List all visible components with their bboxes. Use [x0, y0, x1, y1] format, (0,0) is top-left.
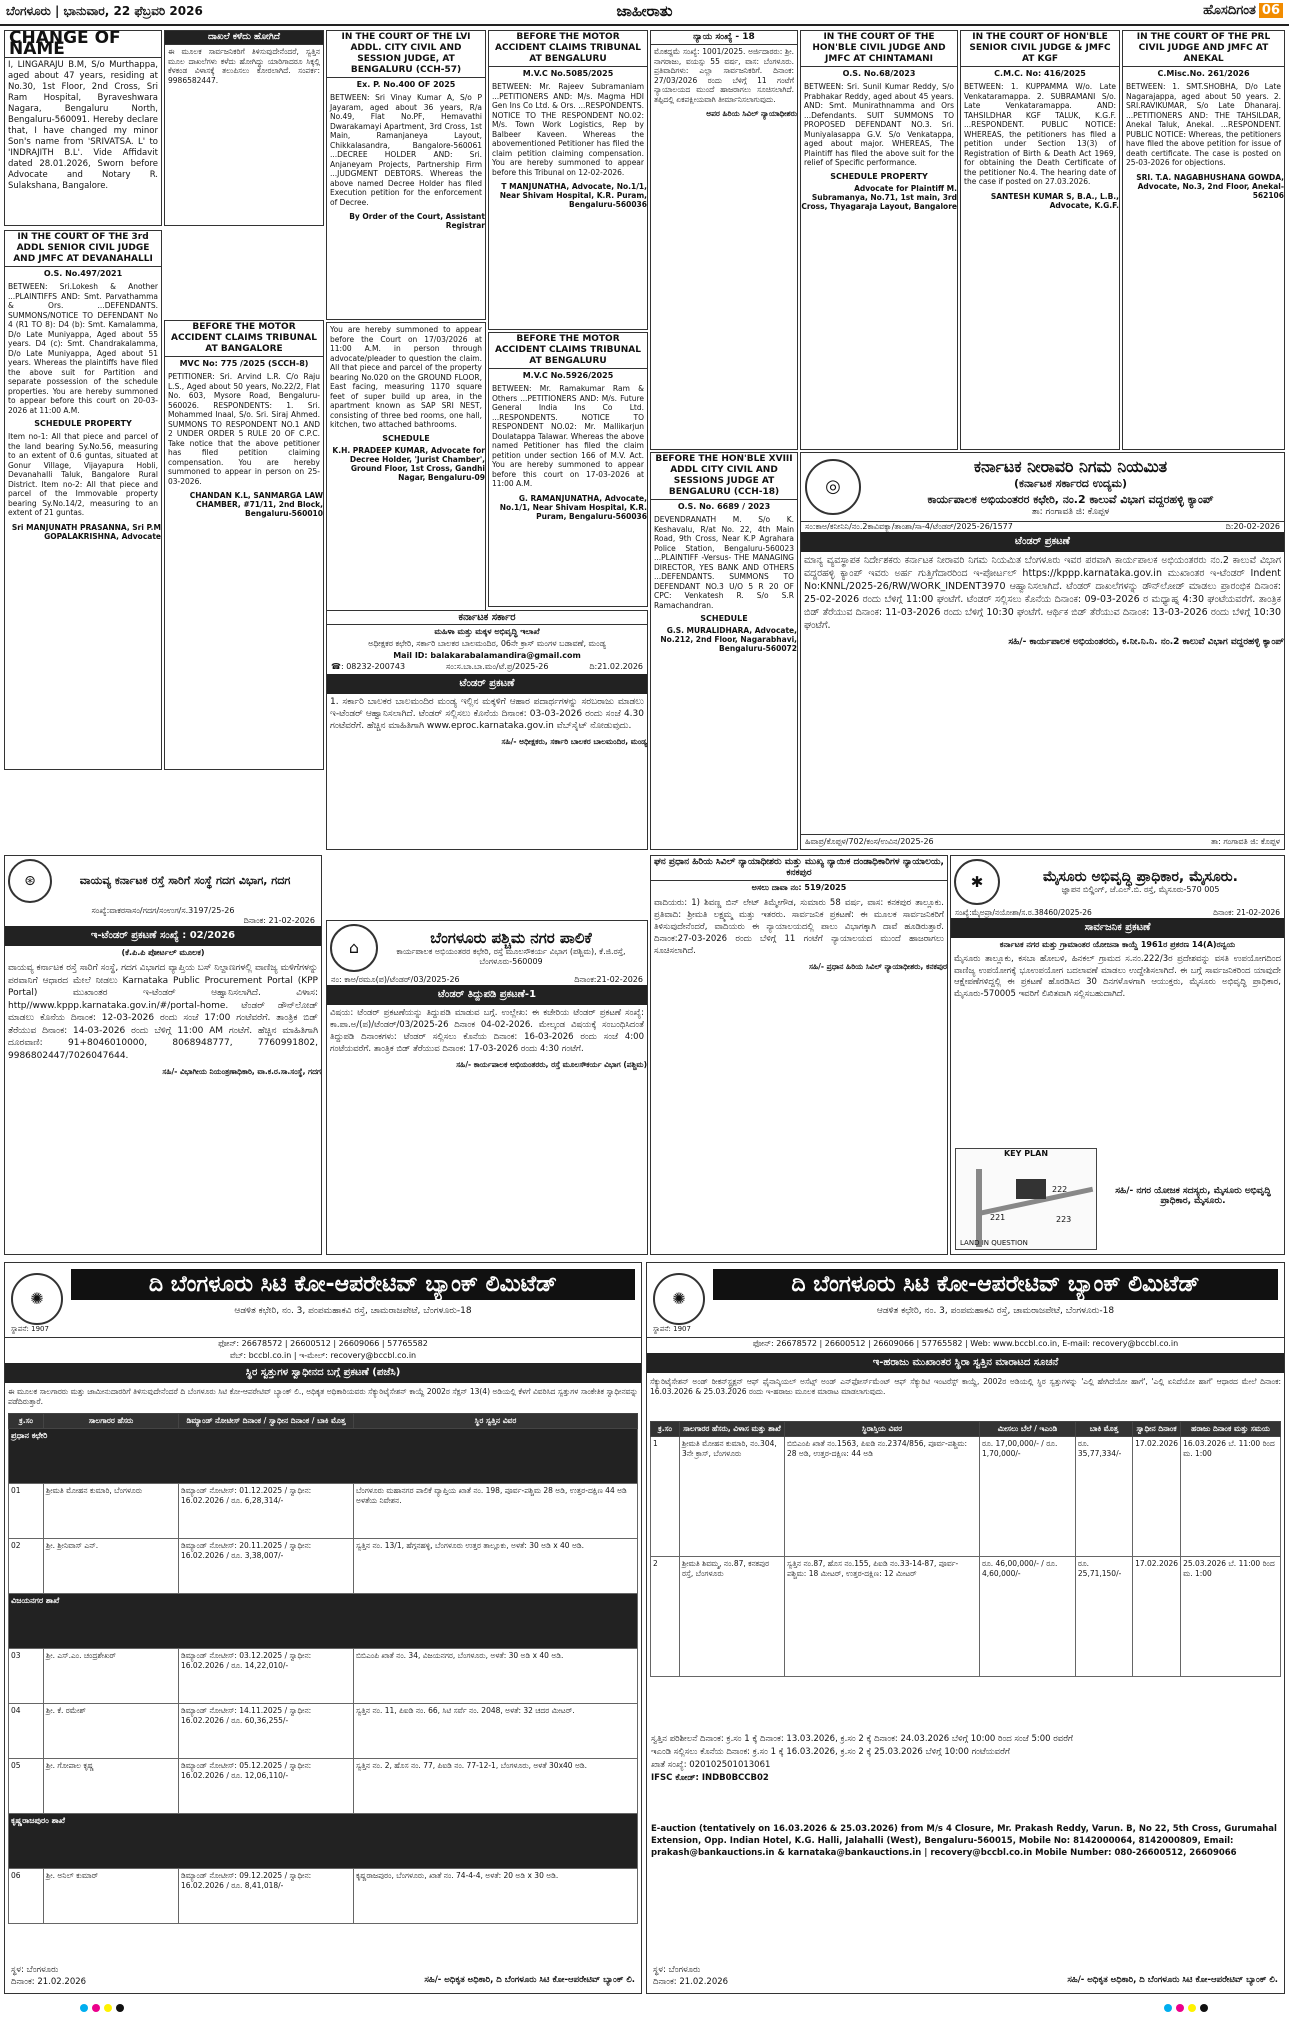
- table-row: [9, 1484, 638, 1539]
- possession-date: 17.02.2026: [1133, 1437, 1181, 1557]
- possession-table: [8, 1413, 638, 1924]
- bank-address: ಆಡಳಿತ ಕಛೇರಿ, ನಂ. 3, ಪಂಪಮಹಾಕವಿ ರಸ್ತೆ, ಚಾಮರಾಜಪೇಟೆ, ಬೆಂಗಳೂರು-18: [234, 1306, 472, 1316]
- schedule-heading: SCHEDULE PROPERTY: [34, 419, 132, 428]
- ad-title: CHANGE OF NAME: [5, 31, 161, 58]
- borrower-name: ಶ್ರೀ. ಗೋಪಾಲ ಕೃಷ್ಣ: [44, 1759, 179, 1814]
- borrower-name: ಶ್ರೀ. ಎಸ್.ಎಂ. ಚಂದ್ರಶೇಖರ್: [44, 1649, 179, 1704]
- black-mark: [1200, 2004, 1208, 2012]
- table-row: [9, 1704, 638, 1759]
- row-no: 01: [9, 1484, 44, 1539]
- info-line: IFSC ಕೋಡ್: INDB0BCCB02: [651, 1773, 769, 1783]
- col-header: ಸ್ವಾಧೀನ ದಿನಾಂಕ: [1133, 1422, 1181, 1437]
- borrower-name: ಶ್ರೀ. ಅನಿಲ್ ಕುಮಾರ್: [44, 1869, 179, 1924]
- notice-body: You are hereby summoned to appear before the Court on 17/03/2026 at 11:00 A.M. in person through advocate/pleader to question the claim. All that piece and parcel of the property bearing No.020 on the GROUND FLOOR, East facing, measuring 1170 square feet of super build up area, in the apartment known as SAP SRI NEST, consisting of three bed rooms, one hall, kitchen, two attached bathrooms.: [330, 325, 482, 429]
- notice-body: ವಾದಿಯರು: 1) ಶಿವಣ್ಣ ಬಿನ್ ಲೇಟ್ ತಿಮ್ಮೇಗೌಡ, ಸುಮಾರು 58 ವರ್ಷ, ವಾಸ: ಕನಕಪುರ ತಾಲ್ಲೂಕು. ಪ್ರತಿವಾದಿ: ಶ್ರೀಮತಿ ಲಕ್ಷ್ಮಮ್ಮ ಮತ್ತು ಇತರರು. ಸಾರ್ವಜನಿಕ ಪ್ರಕಟಣೆ: ಈ ಮೂಲಕ ಸಾರ್ವಜನಿಕರಿಗೆ ತಿಳಿಸುವುದೇನೆಂದರೆ, ವಾದಿಯರು ಈ ನ್ಯಾಯಾಲಯದಲ್ಲಿ ಪಾಲು ವಿಭಾಗಕ್ಕಾಗಿ ದಾವೆ ಹೂಡಿರುತ್ತಾರೆ. ದಿನಾಂಕ:27-03-2026 ರಂದು ಬೆಳಿಗ್ಗೆ 11 ಗಂಟೆಗೆ ನ್ಯಾಯಾಲಯದ ಮುಂದೆ ಹಾಜರಾಗಲು ಸೂಚಿಸಲಾಗಿದೆ.: [654, 898, 944, 956]
- place: ಸ್ಥಳ: ಬೆಂಗಳೂರು: [11, 1965, 59, 1975]
- map-legend: LAND IN QUESTION: [960, 1239, 1028, 1247]
- land-parcel: [1016, 1179, 1046, 1199]
- col-header: ಬಾಕಿ ಮೊತ್ತ: [1075, 1422, 1132, 1437]
- section-label: ಪ್ರಧಾನ ಕಛೇರಿ: [9, 1429, 638, 1484]
- borrower-name: ಶ್ರೀಮತಿ ಮೋಹನ ಕುಮಾರಿ, ನಂ.304, 3ನೇ ಕ್ರಾಸ್, ಬೆಂಗಳೂರು: [680, 1437, 785, 1557]
- col-header: ಸ್ಥಿರಾಸ್ತಿಯ ವಿವರ: [785, 1422, 980, 1437]
- page-number: 06: [1259, 3, 1283, 18]
- chintamani-court-notice: [800, 30, 958, 450]
- case-number: M.V.C No.5085/2025: [522, 69, 614, 78]
- case-number: O.S. No.68/2023: [842, 69, 916, 78]
- notice-body: BETWEEN: Sri.Lokesh & Another ...PLAINTIFFS AND: Smt. Parvathamma & Ors. ...DEFENDANTS. SUMMONS/NOTICE TO DEFENDANT No 4 (R1 TO 8): D4 (b): Smt. Kamalamma, D/o Late Muniyappa, Aged about 55 years. D4 (c): Smt. Chandrakalamma, D/o Late Muniyappa, Aged about 51 years. Whereas the plaintiffs have filed the above suit for Partition and separate possession of the schedule properties. You are hereby summoned to appear before this court on 20-03-2026 at 11:00 A.M.: [8, 282, 158, 415]
- case-number: Ex. P. No.400 OF 2025: [356, 80, 456, 89]
- case-number: C.M.C. No: 416/2025: [994, 69, 1086, 78]
- footer-place: ತಾ: ಗಂಗಾವತಿ ಜಿ: ಕೊಪ್ಪಳ: [1211, 837, 1280, 846]
- footer-ref: ಹಿವಾಪ್ರ/ಕೊಪ್ಪಳ/702/ಕಂಸ/ಉವಿನ/2025-26: [805, 837, 934, 846]
- org-name: ಕರ್ನಾಟಕ ನೀರಾವರಿ ನಿಗಮ ನಿಯಮಿತ: [973, 457, 1168, 476]
- strip-subheading: (ಕೆ.ಪಿ.ಪಿ ಪೋರ್ಟಲ್ ಮೂಲಕ): [121, 948, 205, 957]
- map-road: [976, 1169, 982, 1247]
- signature: ಸಹಿ/- ನಗರ ಯೋಜಕ ಸದಸ್ಯರು, ಮೈಸೂರು ಅಭಿವೃದ್ಧಿ ಪ್ರಾಧಿಕಾರ, ಮೈಸೂರು.: [1115, 1186, 1271, 1206]
- court-title: BEFORE THE MOTOR ACCIDENT CLAIMS TRIBUNAL AT BENGALURU: [489, 333, 647, 369]
- section-label: ವಿಜಯನಗರ ಶಾಖೆ: [9, 1594, 638, 1649]
- property: ಕೃಷ್ಣರಾಜಪುರಂ, ಬೆಂಗಳೂರು, ಖಾತೆ ನಂ. 74-4-4, ಅಳತೆ: 20 ಅಡಿ x 30 ಅಡಿ.: [354, 1869, 638, 1924]
- survey-number: 223: [1056, 1215, 1072, 1224]
- schedule-heading: SCHEDULE: [700, 614, 748, 623]
- cch18-summons: [650, 452, 798, 850]
- court-title: IN THE COURT OF HON'BLE SENIOR CIVIL JUDGE & JMFC AT KGF: [961, 31, 1119, 67]
- signature: ಸಹಿ/- ಕಾರ್ಯಪಾಲಕ ಅಭಿಯಂತರರು, ರಸ್ತೆ ಮೂಲಸೌಕರ್ಯ ವಿಭಾಗ (ಪಶ್ಚಿಮ): [456, 1060, 647, 1069]
- signature: ಸಹಿ/- ಕಾರ್ಯಪಾಲಕ ಅಭಿಯಂತರರು, ಕ.ನೀ.ನಿ.ನಿ. ನಂ.2 ಕಾಲುವೆ ವಿಭಾಗ ವದ್ದರಹಳ್ಳಿ ಕ್ಯಾಂಪ್: [1008, 637, 1284, 647]
- auction-date: 25.03.2026 ಬೆ. 11:00 ರಿಂದ ಮ. 1:00: [1181, 1557, 1281, 1677]
- ref-number: ನಂ: ಕಾಅ/ರಮೂ(ಪ)/ಟೆಂಡರ್/03/2025-26: [331, 975, 460, 984]
- bank-e-auction-notice: [646, 1262, 1285, 1994]
- e-auction-contact: E-auction (tentatively on 16.03.2026 & 25.03.2026) from M/s 4 Closure, Mr. Prakash Reddy, Varun. B, No 22, 5th Cross, Gurumahal Extension, Opp. Indian Hotel, K.G. Halli, Jalahalli (West), Bengaluru-560015, Mobile No: 8142000064, 8142000809, Email: prakash@bankauctions.in & karnataka@bankauctions.in | recovery@bccbl.co.in Mobile Number: 080-26600512, 26609066: [651, 1824, 1277, 1858]
- property: ಬಿಬಿಎಂಪಿ ಖಾತೆ ನಂ.1563, ಪಿಐಡಿ ನಂ.2374/856, ಪೂರ್ವ-ಪಶ್ಚಿಮ: 28 ಅಡಿ, ಉತ್ತರ-ದಕ್ಷಿಣ: 44 ಅಡಿ: [785, 1437, 980, 1557]
- org-name: ವಾಯವ್ಯ ಕರ್ನಾಟಕ ರಸ್ತೆ ಸಾರಿಗೆ ಸಂಸ್ಥೆ ಗದಗ ವಿಭಾಗ, ಗದಗ: [79, 874, 291, 887]
- info-line: ಸ್ವತ್ತಿನ ಪರಿಶೀಲನೆ ದಿನಾಂಕ: ಕ್ರ.ಸಂ 1 ಕ್ಕೆ ದಿನಾಂಕ: 13.03.2026, ಕ್ರ.ಸಂ 2 ಕ್ಕೆ ದಿನಾಂಕ: 24.03.2026 ಬೆಳಿಗ್ಗೆ 10:00 ರಿಂದ ಸಂಜೆ 5:00 ರವರೆಗೆ: [651, 1734, 1073, 1744]
- property: ಸ್ವತ್ತಿನ ನಂ. 13/1, ಹೆಗ್ಗನಹಳ್ಳಿ, ಬೆಂಗಳೂರು ಉತ್ತರ ತಾಲ್ಲೂಕು, ಅಳತೆ: 30 ಅಡಿ x 40 ಅಡಿ.: [354, 1539, 638, 1594]
- change-of-name-ad: [4, 30, 162, 226]
- dept-name: ಮಹಿಳಾ ಮತ್ತು ಮಕ್ಕಳ ಅಭಿವೃದ್ಧಿ ಇಲಾಖೆ: [434, 627, 540, 636]
- devanahalli-court-notice: [4, 230, 162, 770]
- signature: ಸಹಿ/- ಅಧಿಕೃತ ಅಧಿಕಾರಿ, ದಿ ಬೆಂಗಳೂರು ಸಿಟಿ ಕೋ-ಆಪರೇಟಿವ್ ಬ್ಯಾಂಕ್ ಲಿ.: [424, 1975, 635, 1985]
- anekal-misc-notice: [1122, 30, 1285, 450]
- cyan-mark: [1164, 2004, 1172, 2012]
- signature: SANTESH KUMAR S, B.A., L.B., Advocate, K.G.F.: [990, 191, 1119, 210]
- nwkrtc-header: [5, 856, 321, 906]
- row-no: 2: [651, 1557, 680, 1677]
- signature: ಅಪರ ಹಿರಿಯ ಸಿವಿಲ್ ನ್ಯಾಯಾಧೀಶರು: [706, 109, 797, 118]
- info-line: ಖಾತೆ ಸಂಖ್ಯೆ: 020102501013061: [651, 1760, 771, 1770]
- kannada-court-notice: [650, 30, 798, 450]
- dates: ಡಿಮ್ಯಾಂಡ್ ನೋಟೀಸ್: 05.12.2025 / ಸ್ವಾಧೀನ: 16.02.2026 / ರೂ. 12,06,110/-: [179, 1759, 354, 1814]
- case-number: C.Misc.No. 261/2026: [1157, 69, 1250, 78]
- property: ಬೆಂಗಳೂರು ಮಹಾನಗರ ಪಾಲಿಕೆ ವ್ಯಾಪ್ತಿಯ ಖಾತೆ ನಂ. 198, ಪೂರ್ವ-ಪಶ್ಚಿಮ 28 ಅಡಿ, ಉತ್ತರ-ದಕ್ಷಿಣ 44 ಅಡಿ ಅಳತೆಯ ನಿವೇಶನ.: [354, 1484, 638, 1539]
- bank-header: [5, 1263, 641, 1338]
- col-header: ಸಾಲಗಾರರ ಹೆಸರು: [44, 1414, 179, 1429]
- strip-heading: ಟೆಂಡರ್ ಪ್ರಕಟಣೆ: [801, 532, 1284, 552]
- org-name: ಬೆಂಗಳೂರು ಪಶ್ಚಿಮ ನಗರ ಪಾಲಿಕೆ: [430, 929, 592, 947]
- date: ದಿನಾಂಕ: 21.02.2026: [11, 1977, 87, 1987]
- women-child-tender: [326, 610, 648, 850]
- brand-logo: [1200, 3, 1283, 18]
- kgf-cmc-notice: [960, 30, 1120, 450]
- bank-phone: ಫೋನ್: 26678572 | 26600512 | 26609066 | 57765582: [218, 1339, 428, 1348]
- notice-body: BETWEEN: Sri Vinay Kumar A, S/o P Jayaram, aged about 36 years, R/a No.49, Flat No.PF, Hemavathi Dwarakamayi Apartment, 3rd Cross, 1st Main, Ramanjaneya Layout, Chikkalasandra, Bangalore-560061 ...DECREE HOLDER AND: Sri. Anjaneyam Projects, Partnership Firm ...JUDGMENT DEBTORS. Whereas the above named Decree Holder has filed Execution petition for the enforcement of Decree.: [330, 93, 482, 207]
- possession-date: 17.02.2026: [1133, 1557, 1181, 1677]
- muda-header: [951, 856, 1284, 908]
- date: ದಿ:21.02.2026: [589, 662, 643, 671]
- signature: K.H. PRADEEP KUMAR, Advocate for Decree Holder, 'Jurist Chamber', Ground Floor, 1st Cross, Gandhi Nagar, Bengaluru-09: [332, 445, 485, 482]
- ad-title: ದಾಖಲೆ ಕಳೆದು ಹೋಗಿದೆ: [165, 31, 323, 45]
- nwkrtc-tender: [4, 855, 322, 1255]
- row-no: 02: [9, 1539, 44, 1594]
- dates: ಡಿಮ್ಯಾಂಡ್ ನೋಟೀಸ್: 20.11.2025 / ಸ್ವಾಧೀನ: 16.02.2026 / ರೂ. 3,38,007/-: [179, 1539, 354, 1594]
- property: ಸ್ವತ್ತಿನ ನಂ.87, ಹೊಸ ನಂ.155, ಪಿಐಡಿ ನಂ.33-14-87, ಪೂರ್ವ-ಪಶ್ಚಿಮ: 18 ಮೀಟರ್, ಉತ್ತರ-ದಕ್ಷಿಣ: 12 ಮೀಟರ್: [785, 1557, 980, 1677]
- auction-info: [651, 1733, 1280, 1785]
- col-header: ಕ್ರ.ಸಂ: [9, 1414, 44, 1429]
- bank-possession-notice: [4, 1262, 642, 1994]
- phone: ☎: 08232-200743: [331, 662, 406, 671]
- strip-heading: ಟೆಂಡರ್ ಪ್ರಕಟಣೆ: [327, 674, 647, 694]
- tender-body: ವಿಷಯ: ಟೆಂಡರ್ ಪ್ರಕಟಣೆಯನ್ನು ತಿದ್ದುಪಡಿ ಮಾಡುವ ಬಗ್ಗೆ. ಉಲ್ಲೇಖ: ಈ ಕಚೇರಿಯ ಟೆಂಡರ್ ಪ್ರಕಟಣೆ ಸಂಖ್ಯೆ: ಕಾ.ಪಾ.ಅ/(ಪ)/ಟೆಂಡರ್/03/2025-26 ದಿನಾಂಕ 04-02-2026. ಮೇಲ್ಕಂಡ ವಿಷಯಕ್ಕೆ ಸಂಬಂಧಿಸಿದಂತೆ ತಿದ್ದುಪಡಿ ದಿನಾಂಕಗಳು: ಟೆಂಡರ್ ಸಲ್ಲಿಸಲು ಕೊನೆಯ ದಿನಾಂಕ: 16-03-2026 ರಂದು ಸಂಜೆ 4:00 ಗಂಟೆಯವರೆಗೆ. ತಾಂತ್ರಿಕ ಬಿಡ್ ತೆರೆಯುವ ದಿನಾಂಕ: 17-03-2026 ರಂದು 4:30 ಗಂಟೆಗೆ.: [330, 1008, 644, 1054]
- row-no: 06: [9, 1869, 44, 1924]
- court-title: IN THE COURT OF THE LVI ADDL. CITY CIVIL AND SESSION JUDGE, AT BENGALURU (CCH-57): [327, 31, 485, 78]
- notice-intro: ಈ ಮೂಲಕ ಸಾಲಗಾರರು ಮತ್ತು ಜಾಮೀನುದಾರರಿಗೆ ತಿಳಿಸುವುದೇನೆಂದರೆ ದಿ ಬೆಂಗಳೂರು ಸಿಟಿ ಕೋ-ಆಪರೇಟಿವ್ ಬ್ಯಾಂಕ್ ಲಿ., ಅಧಿಕೃತ ಅಧಿಕಾರಿಯವರು ಸೆಕ್ಯುರಿಟೈಸೇಶನ್ ಕಾಯ್ದೆ 2002ರ ಸೆಕ್ಷನ್ 13(4) ಅಡಿಯಲ್ಲಿ ಕೆಳಗೆ ವಿವರಿಸಿದ ಸ್ವತ್ತುಗಳ ಸಾಂಕೇತಿಕ ಸ್ವಾಧೀನವನ್ನು ಪಡೆದಿರುತ್ತಾರೆ.: [8, 1387, 638, 1406]
- strip-heading: ಇ-ಟೆಂಡರ್ ಪ್ರಕಟಣೆ ಸಂಖ್ಯೆ : 02/2026: [5, 926, 321, 946]
- notice-body: BETWEEN: Sri. Sunil Kumar Reddy, S/o Prabhakar Reddy, aged about 45 years. AND: Smt. Munirathnamma and Ors ...Defendants. SUIT SUMMONS TO PROPOSED DEFENDANT NO.3. Sri. Muniyalasappa G.V. S/o Venkatappa, aged about major. WHEREAS, The Plaintiff has filed the above suit for the relief of Specific performance.: [804, 82, 954, 167]
- section-label: ಕೃಷ್ಣರಾಜಪುರಂ ಶಾಖೆ: [9, 1814, 638, 1869]
- property: ಸ್ವತ್ತಿನ ನಂ. 11, ಪಿಐಡಿ ನಂ. 66, ಸಿಟಿ ಸರ್ವೆ ನಂ. 2048, ಅಳತೆ: 32 ಚದರ ಮೀಟರ್.: [354, 1704, 638, 1759]
- survey-number: 221: [990, 1213, 1006, 1222]
- key-plan-map: [955, 1148, 1097, 1250]
- ref-row: [951, 908, 1284, 918]
- notice-body: ಮೈಸೂರು ತಾಲ್ಲೂಕು, ಕಸಬಾ ಹೋಬಳಿ, ಹಿನಕಲ್ ಗ್ರಾಮದ ಸ.ನಂ.222/3ರ ಪ್ರದೇಶವನ್ನು ವಸತಿ ಉಪಯೋಗದಿಂದ ವಾಣಿಜ್ಯ ಉಪಯೋಗಕ್ಕೆ ಭೂಉಪಯೋಗ ಬದಲಾವಣೆ ಮಾಡಲು ಉದ್ದೇಶಿಸಲಾಗಿದೆ. ಈ ಬಗ್ಗೆ ಸಾರ್ವಜನಿಕರಿಂದ ಯಾವುದೇ ಆಕ್ಷೇಪಣೆಗಳಿದ್ದಲ್ಲಿ ಈ ಪ್ರಕಟಣೆ ಹೊರಡಿಸಿದ 30 ದಿನಗಳೊಳಗಾಗಿ ಆಯುಕ್ತರು, ಮೈಸೂರು ಅಭಿವೃದ್ಧಿ ಪ್ರಾಧಿಕಾರ, ಮೈಸೂರು-570005 ಇವರಿಗೆ ಲಿಖಿತವಾಗಿ ಸಲ್ಲಿಸಬಹುದಾಗಿದೆ.: [954, 954, 1281, 999]
- date: ದಿನಾಂಕ: 21-02-2026: [1213, 908, 1280, 917]
- org-subtitle: (ಕರ್ನಾಟಕ ಸರ್ಕಾರದ ಉದ್ಯಮ): [1013, 477, 1128, 490]
- notice-body: BETWEEN: Mr. Ramakumar Ram & Others ...PETITIONERS AND: M/s. Future General India Ins Co Ltd. ...RESPONDENTS. NOTICE TO RESPONDENT NO.02: Mr. Mallikarjun Doulatappa Talawar. Whereas the above named Petitioner has filed the claim petition under section 166 of M.V. Act. You are hereby summoned to appear before this court on 17-03-2026 at 11:00 A.M.: [492, 384, 644, 488]
- property: ಸ್ವತ್ತಿನ ನಂ. 2, ಹೊಸ ನಂ. 77, ಪಿಐಡಿ ನಂ. 77-12-1, ಬೆಂಗಳೂರು, ಅಳತೆ 30x40 ಅಡಿ.: [354, 1759, 638, 1814]
- row-no: 1: [651, 1437, 680, 1557]
- page-header: [0, 0, 1289, 26]
- court-title: ನ್ಯಾಯ ಸಂಖ್ಯೆ - 18: [651, 31, 797, 45]
- black-mark: [116, 2004, 124, 2012]
- due-amount: ರೂ. 35,77,334/-: [1075, 1437, 1132, 1557]
- bank-logo-icon: ✺: [11, 1273, 63, 1325]
- nwkrtc-logo-icon: ⊛: [8, 859, 52, 903]
- ad-body: ಈ ಮೂಲಕ ಸಾರ್ವಜನಿಕರಿಗೆ ತಿಳಿಸುವುದೇನೆಂದರೆ, ಸ್ವತ್ತಿನ ಮೂಲ ದಾಖಲೆಗಳು ಕಳೆದು ಹೋಗಿದ್ದು ಯಾರಿಗಾದರೂ ಸಿಕ್ಕಲ್ಲಿ ಕೆಳಕಂಡ ವಿಳಾಸಕ್ಕೆ ತಲುಪಿಸಲು ಕೋರಲಾಗಿದೆ. ಸಂಪರ್ಕ: 9986582447.: [168, 47, 320, 85]
- yellow-mark: [1188, 2004, 1196, 2012]
- org-name: ಮೈಸೂರು ಅಭಿವೃದ್ಧಿ ಪ್ರಾಧಿಕಾರ, ಮೈಸೂರು.: [1043, 869, 1238, 885]
- office-name: ಕಾರ್ಯಪಾಲಕ ಅಭಿಯಂತರರ ಕಛೇರಿ, ನಂ.2 ಕಾಲುವೆ ವಿಭಾಗ ವದ್ದರಹಳ್ಳಿ ಕ್ಯಾಂಪ್: [927, 493, 1214, 506]
- table-row: [9, 1869, 638, 1924]
- bank-name: ದಿ ಬೆಂಗಳೂರು ಸಿಟಿ ಕೋ-ಆಪರೇಟಿವ್ ಬ್ಯಾಂಕ್ ಲಿಮಿಟೆಡ್: [71, 1269, 635, 1300]
- bank-logo-icon: ✺: [653, 1273, 705, 1325]
- col-header: ಹರಾಜು ದಿನಾಂಕ ಮತ್ತು ಸಮಯ: [1181, 1422, 1281, 1437]
- notice-body: BETWEEN: 1. KUPPAMMA W/o. Late Venkataramappa. 2. SUBRAMANI S/o. Late Venkataramappa. AND: TAHSILDHAR KGF TALUK, K.G.F. ...RESPONDENT. PUBLIC NOTICE: WHEREAS, the petitioners has filed a petition under Section 13(3) of Registration of Birth & Death Act 1969, for obtaining the Death Certificate of the petitioner No.4. The hearing date of the case if posted on 27.03.2026.: [964, 82, 1116, 186]
- info-line: ಇಎಂಡಿ ಸಲ್ಲಿಸಲು ಕೊನೆಯ ದಿನಾಂಕ: ಕ್ರ.ಸಂ 1 ಕ್ಕೆ 16.03.2026, ಕ್ರ.ಸಂ 2 ಕ್ಕೆ 25.03.2026 ಬೆಳಿಗ್ಗೆ 10:00 ಗಂಟೆಯವರೆಗೆ: [651, 1747, 1010, 1757]
- borrower-name: ಶ್ರೀ. ಕೆ. ರಮೇಶ್: [44, 1704, 179, 1759]
- schedule-heading: SCHEDULE: [382, 433, 430, 443]
- section-title: ಜಾಹೀರಾತು: [616, 2, 673, 20]
- footer-row: [801, 834, 1284, 849]
- bank-address: ಆಡಳಿತ ಕಛೇರಿ, ನಂ. 3, ಪಂಪಮಹಾಕವಿ ರಸ್ತೆ, ಚಾಮರಾಜಪೇಟೆ, ಬೆಂಗಳೂರು-18: [876, 1306, 1115, 1316]
- signature: T MANJUNATHA, Advocate, No.1/1, Near Shivam Hospital, K.R. Puram, Bengaluru-560036: [499, 182, 647, 209]
- col-header: ಸ್ಥಿರ ಸ್ವತ್ತಿನ ವಿವರ: [354, 1414, 638, 1429]
- ref-row: [327, 975, 647, 985]
- ref-number: ಸಂ:ಸ.ಬಾ.ಬಾ.ಮಂ/ಟೆ.ಪ್ರ/2025-26: [445, 662, 549, 671]
- row-no: 03: [9, 1649, 44, 1704]
- tender-body: 1. ಸರ್ಕಾರಿ ಬಾಲಕರ ಬಾಲಮಂದಿರ ಮಂಡ್ಯ ಇಲ್ಲಿನ ಮಕ್ಕಳಿಗೆ ಆಹಾರ ಪದಾರ್ಥಗಳನ್ನು ಸರಬರಾಜು ಮಾಡಲು ಇ-ಟೆಂಡರ್ ಆಹ್ವಾನಿಸಲಾಗಿದೆ. ಟೆಂಡರ್ ಸಲ್ಲಿಸಲು ಕೊನೆಯ ದಿನಾಂಕ: 03-03-2026 ರಂದು ಸಂಜೆ 4.30 ಗಂಟೆವರೆಗೆ. ಹೆಚ್ಚಿನ ಮಾಹಿತಿಗಾಗಿ www.eproc.karnataka.gov.in ವೆಬ್‌ಸೈಟ್ ನೋಡುವುದು.: [330, 697, 644, 731]
- magenta-mark: [1176, 2004, 1184, 2012]
- schedule-body: Item no-1: All that piece and parcel of the land bearing Sy.No.56, measuring to an extent of 0.6 guntas, situated at Gonur Village, Vijayapura Hobli, Devanahalli Taluk, Bangalore Rural District. Item no-2: All that piece and parcel of the Immovable property bearing Sy.No.14/2, measuring to an extent of 21 guntas.: [8, 432, 158, 517]
- office-address: ಕಾರ್ಯಪಾಲಕ ಅಭಿಯಂತರರ ಕಛೇರಿ, ರಸ್ತೆ ಮೂಲಸೌಕರ್ಯ ವಿಭಾಗ (ಪಶ್ಚಿಮ), ಕೆ.ಜಿ.ರಸ್ತೆ, ಬೆಂಗಳೂರು-560009: [396, 947, 626, 966]
- bank-header: [647, 1263, 1284, 1338]
- cyan-mark: [80, 2004, 88, 2012]
- strip-heading: ಸ್ಥಿರ ಸ್ವತ್ತುಗಳ ಸ್ವಾಧೀನದ ಬಗ್ಗೆ ಪ್ರಕಟಣೆ (ಪಜೆಸಿ): [5, 1363, 641, 1383]
- court-title: IN THE COURT OF THE HON'BLE CIVIL JUDGE AND JMFC AT CHINTAMANI: [801, 31, 957, 67]
- court-title: IN THE COURT OF THE 3rd ADDL SENIOR CIVIL JUDGE AND JMFC AT DEVANAHALLI: [5, 231, 161, 267]
- table-row: [9, 1649, 638, 1704]
- signature: ಸಹಿ/- ಅಧೀಕ್ಷಕರು, ಸರ್ಕಾರಿ ಬಾಲಕರ ಬಾಲಮಂದಿರ, ಮಂಡ್ಯ: [501, 737, 647, 746]
- law-reference: ಕರ್ನಾಟಕ ನಗರ ಮತ್ತು ಗ್ರಾಮಾಂತರ ಯೋಜನಾ ಕಾಯ್ದೆ 1961ರ ಪ್ರಕರಣ 14(A)ರನ್ವಯ: [999, 940, 1236, 949]
- established: ಸ್ಥಾಪನೆ: 1907: [653, 1325, 691, 1333]
- notice-body: ಮೊಕದ್ದಮೆ ಸಂಖ್ಯೆ: 1001/2025. ಅರ್ಜಿದಾರರು: ಶ್ರೀ. ನಾಗರಾಜು, ವಯಸ್ಸು 55 ವರ್ಷ, ವಾಸ: ಬೆಂಗಳೂರು. ಪ್ರತಿವಾದಿಗಳು: ಎಲ್ಲಾ ಸಾರ್ವಜನಿಕರಿಗೆ. ದಿನಾಂಕ: 27/03/2026 ರಂದು ಬೆಳಿಗ್ಗೆ 11 ಗಂಟೆಗೆ ನ್ಯಾಯಾಲಯದ ಮುಂದೆ ಹಾಜರಾಗಲು ಸೂಚಿಸಲಾಗಿದೆ. ತಪ್ಪಿದಲ್ಲಿ ಏಕಪಕ್ಷೀಯವಾಗಿ ತೀರ್ಮಾನಿಸಲಾಗುವುದು.: [654, 47, 794, 104]
- signature: G. RAMANJUNATHA, Advocate, No.1/1, Near Shivam Hospital, K.R. Puram, Bengaluru-560036: [499, 493, 647, 521]
- kanakapura-court-notice: [650, 855, 948, 1255]
- map-title: KEY PLAN: [1003, 1149, 1049, 1158]
- strip-heading: ಸಾರ್ವಜನಿಕ ಪ್ರಕಟಣೆ: [951, 918, 1284, 938]
- court-title: BEFORE THE HON'BLE XVIII ADDL CITY CIVIL AND SESSIONS JUDGE AT BENGALURU (CCH-18): [651, 453, 797, 500]
- survey-number: 222: [1052, 1185, 1068, 1194]
- signature: SRI. T.A. NAGABHUSHANA GOWDA, Advocate, No.3, 2nd Floor, Anekal-562106: [1136, 172, 1284, 200]
- case-number: O.S. No.497/2021: [43, 269, 123, 278]
- signature: ಸಹಿ/- ವಿಭಾಗೀಯ ನಿಯಂತ್ರಣಾಧಿಕಾರಿ, ವಾ.ಕ.ರ.ಸಾ.ಸಂಸ್ಥೆ, ಗದಗ: [162, 1067, 321, 1076]
- mail-id: Mail ID: balakarabalamandira@gmail.com: [393, 651, 581, 660]
- table-row: [9, 1759, 638, 1814]
- established: ಸ್ಥಾಪನೆ: 1907: [11, 1325, 49, 1333]
- knnl-logo-icon: ◎: [805, 459, 861, 515]
- date: ದಿನಾಂಕ: 21-02-2026: [243, 916, 315, 925]
- date-line: ಬೆಂಗಳೂರು | ಭಾನುವಾರ, 22 ಫೆಬ್ರವರಿ 2026: [6, 4, 203, 18]
- signature: Advocate for Plaintiff M. Subramanya, No.71, 1st main, 3rd Cross, Thyagaraja Layout, Bangalore: [801, 183, 957, 211]
- lost-document-ad: [164, 30, 324, 226]
- reserve-price: ರೂ. 17,00,000/- / ರೂ. 1,70,000/-: [980, 1437, 1076, 1557]
- notice-intro: ಸೆಕ್ಯುರಿಟೈಸೇಶನ್ ಅಂಡ್ ರೀಕನ್‌ಸ್ಟ್ರಕ್ಷನ್ ಆಫ್ ಫೈನಾನ್ಶಿಯಲ್ ಅಸೆಟ್ಸ್ ಅಂಡ್ ಎನ್‌ಫೋರ್ಸ್‌ಮೆಂಟ್ ಆಫ್ ಸೆಕ್ಯುರಿಟಿ ಇಂಟರೆಸ್ಟ್ ಕಾಯ್ದೆ, 2002ರ ಅಡಿಯಲ್ಲಿ ಸ್ಥಿರ ಸ್ವತ್ತುಗಳನ್ನು 'ಎಲ್ಲಿ ಹೇಗಿದೆಯೋ ಹಾಗೆ', 'ಎಲ್ಲಿ ಏನಿದೆಯೋ ಹಾಗೆ' ಆಧಾರದ ಮೇಲೆ ದಿನಾಂಕ: 16.03.2026 & 25.03.2026 ರಂದು ಇ-ಹರಾಜು ಮೂಲಕ ಮಾರಾಟ ಮಾಡಲಾಗುವುದು.: [650, 1377, 1281, 1396]
- auction-date: 16.03.2026 ಬೆ. 11:00 ರಿಂದ ಮ. 1:00: [1181, 1437, 1281, 1557]
- borrower-name: ಶ್ರೀಮತಿ ಶಿವಮ್ಮ, ನಂ.87, ಕನಕಪುರ ರಸ್ತೆ, ಬೆಂಗಳೂರು: [680, 1557, 785, 1677]
- bbmp-header: [327, 921, 647, 975]
- notice-body: DEVENDRANATH M. S/o K. Keshavalu, R/at No. 22, 4th Main Road, 9th Cross, Near K.P Agrahara Police Station, Bengaluru-560023 ...PLAINTIFF -Versus- THE MANAGING DIRECTOR, YES BANK AND OTHERS ...DEFENDANTS. SUMMONS TO DEFENDANT NO.3 U/O 5 R 20 OF CPC: Venkatesh R. S/o S.R Ramachandran.: [654, 515, 794, 610]
- ad-body: I, LINGARAJU B.M, S/o Murthappa, aged about 47 years, residing at No.30, 1st Floor, 2nd Cross, Sri Ram Hospital, Byraveshwara Nagara, Bengaluru North, Bengaluru-560091. Hereby declare that, I have changed my minor Son's name from 'SRIVATSA. L' to 'INDRAJITH B.L'. Vide Affidavit dated 28.01.2026, Sworn before Advocate and Notary R. Sulakshana, Bangalore.: [8, 60, 158, 191]
- dates: ಡಿಮ್ಯಾಂಡ್ ನೋಟೀಸ್: 03.12.2025 / ಸ್ವಾಧೀನ: 16.02.2026 / ರೂ. 14,22,010/-: [179, 1649, 354, 1704]
- bank-web: ವೆಬ್: bccbl.co.in | ಇ-ಮೇಲ್: recovery@bccbl.co.in: [229, 1351, 417, 1360]
- ref-row: [801, 521, 1284, 532]
- office-place: ತಾ: ಗಂಗಾವತಿ ಜಿ: ಕೊಪ್ಪಳ: [1031, 507, 1110, 517]
- property: ಬಿಬಿಎಂಪಿ ಖಾತೆ ನಂ. 34, ವಿಜಯನಗರ, ಬೆಂಗಳೂರು, ಅಳತೆ: 30 ಅಡಿ x 40 ಅಡಿ.: [354, 1649, 638, 1704]
- strip-heading: ಇ-ಹರಾಜು ಮುಖಾಂತರ ಸ್ಥಿರಾ ಸ್ವತ್ತಿನ ಮಾರಾಟದ ಸೂಚನೆ: [647, 1353, 1284, 1373]
- muda-public-notice: [950, 855, 1285, 1255]
- court-title: IN THE COURT OF THE PRL CIVIL JUDGE AND JMFC AT ANEKAL: [1123, 31, 1284, 67]
- bank-contact: ಫೋನ್: 26678572 | 26600512 | 26609066 | 57765582 | Web: www.bccbl.co.in, E-mail: recovery@bccbl.co.in: [752, 1339, 1179, 1348]
- col-header: ಕ್ರ.ಸಂ: [651, 1422, 680, 1437]
- govt-title: ಕರ್ನಾಟಕ ಸರ್ಕಾರ: [327, 611, 647, 625]
- muda-logo-icon: ✱: [954, 859, 1000, 905]
- auction-table: [650, 1421, 1281, 1677]
- notice-body: BETWEEN: 1. SMT.SHOBHA, D/o Late Nagarajappa, aged about 50 years. 2. SRI.RAVIKUMAR, S/o Late Dhanaraj. ...PETITIONERS AND: THE TAHSILDAR, Anekal Taluk, Anekal. ...RESPONDENT. PUBLIC NOTICE: Whereas, the petitioners have filed the above petition for issue of death certificate. The case is posted on 25-03-2026 for objections.: [1126, 82, 1282, 167]
- court-title: BEFORE THE MOTOR ACCIDENT CLAIMS TRIBUNAL AT BANGALORE: [165, 321, 323, 357]
- case-number: ಅಸಲು ದಾವಾ ನಂ: 519/2025: [751, 883, 847, 892]
- table-row: [651, 1437, 1281, 1557]
- signature: CHANDAN K.L, SANMARGA LAW CHAMBER, #71/11, 2nd Block, Bengaluru-560010: [189, 491, 323, 518]
- execution-petition-notice: [326, 30, 486, 320]
- bwnp-tender-corrigendum: [326, 920, 648, 1255]
- print-registration-marks: [0, 1998, 1289, 2019]
- tender-body: ಮಾನ್ಯ ವ್ಯವಸ್ಥಾಪಕ ನಿರ್ದೇಶಕರು ಕರ್ನಾಟಕ ನೀರಾವರಿ ನಿಗಮ ನಿಯಮಿತ ಬೆಂಗಳೂರು ಇವರ ಪರವಾಗಿ ಕಾರ್ಯಪಾಲಕ ಅಭಿಯಂತರರು ನಂ.2 ಕಾಲುವೆ ವಿಭಾಗ ವದ್ದರಹಳ್ಳಿ ಕ್ಯಾಂಪ್ ಇವರು ಅರ್ಹ ಗುತ್ತಿಗೆದಾರರಿಂದ ಇ-ಪೋರ್ಟಲ್ https://kppp.karnataka.gov.in ಮುಖಾಂತರ ಇ-ಟೆಂಡರ್ Indent No:KNNL/2025-26/RW/WORK_INDENT3970 ಆಹ್ವಾನಿಸಲಾಗಿದೆ. ಟೆಂಡರ್ ದಾಖಲೆಗಳನ್ನು ಡೌನ್‌ಲೋಡ್ ಮಾಡಲು ಪ್ರಾರಂಭಿಕ ದಿನಾಂಕ: 25-02-2026 ರಂದು ಬೆಳಿಗ್ಗೆ 11:00 ಘಂಟೆಗೆ. ಟೆಂಡರ್ ಸಲ್ಲಿಸಲು ಕೊನೆಯ ದಿನಾಂಕ: 09-03-2026 ರ ಮಧ್ಯಾಹ್ನ 4:30 ಘಂಟೆಯವರೆಗೆ. ತಾಂತ್ರಿಕ ಬಿಡ್ ತೆರೆಯುವ ದಿನಾಂಕ: 11-03-2026 ರಂದು ಬೆಳಿಗ್ಗೆ 10:30 ಘಂಟೆಗೆ. ಆರ್ಥಿಕ ಬಿಡ್ ತೆರೆಯುವ ದಿನಾಂಕ: 13-03-2026 ರಂದು ಬೆಳಿಗ್ಗೆ 10:30 ಘಂಟೆಗೆ.: [804, 555, 1281, 631]
- date: ದಿನಾಂಕ: 21.02.2026: [653, 1977, 729, 1987]
- place: ಸ್ಥಳ: ಬೆಂಗಳೂರು: [653, 1965, 701, 1975]
- ref-number: ಸಂಖ್ಯೆ:ಮೈಅಪ್ರಾ/ನಯೋಶಾ/ಸ.ರ.38460/2025-26: [955, 908, 1092, 917]
- table-row: [651, 1557, 1281, 1677]
- borrower-name: ಶ್ರೀಮತಿ ಮೋಹನ ಕುಮಾರಿ, ಬೆಂಗಳೂರು: [44, 1484, 179, 1539]
- ref-number: ಸಂಖ್ಯೆ:ವಾಕರಸಾಸಂ/ಗದಗ/ಸಂಉಗ/ಸ.3197/25-26: [91, 906, 235, 915]
- col-header: ಮೀಸಲು ಬೆಲೆ / ಇಎಂಡಿ: [980, 1422, 1076, 1437]
- signature: By Order of the Court, Assistant Registrar: [349, 212, 485, 230]
- signature: Sri MANJUNATH PRASANNA, Sri P.M GOPALAKRISHNA, Advocate: [11, 522, 161, 541]
- yellow-mark: [104, 2004, 112, 2012]
- mvc-775-notice: [164, 320, 324, 770]
- case-number: MVC No: 775 /2025 (SCCH-8): [179, 359, 309, 368]
- dates: ಡಿಮ್ಯಾಂಡ್ ನೋಟೀಸ್: 09.12.2025 / ಸ್ವಾಧೀನ: 16.02.2026 / ರೂ. 8,41,018/-: [179, 1869, 354, 1924]
- court-title: ಘನ ಪ್ರಧಾನ ಹಿರಿಯ ಸಿವಿಲ್ ನ್ಯಾಯಾಧೀಶರು ಮತ್ತು ಮುಖ್ಯ ನ್ಯಾಯಿಕ ದಂಡಾಧಿಕಾರಿಗಳ ನ್ಯಾಯಾಲಯ, ಕನಕಪುರ: [651, 856, 947, 881]
- ref-row: [327, 662, 647, 672]
- magenta-mark: [92, 2004, 100, 2012]
- reserve-price: ರೂ. 46,00,000/- / ರೂ. 4,60,000/-: [980, 1557, 1076, 1677]
- tender-body: ವಾಯವ್ಯ ಕರ್ನಾಟಕ ರಸ್ತೆ ಸಾರಿಗೆ ಸಂಸ್ಥೆ, ಗದಗ ವಿಭಾಗದ ವ್ಯಾಪ್ತಿಯ ಬಸ್ ನಿಲ್ದಾಣಗಳಲ್ಲಿ ವಾಣಿಜ್ಯ ಮಳಿಗೆಗಳನ್ನು ಪರವಾನಿಗೆ ಆಧಾರದ ಮೇಲೆ ನೀಡಲು Karnataka Public Procurement Portal (KPP Portal) ಮುಖಾಂತರ ಇ-ಟೆಂಡರ್ ಆಹ್ವಾನಿಸಲಾಗಿದೆ. ವಿಳಾಸ: http//www.kppp.karnataka.gov.in/#/portal-home. ಟೆಂಡರ್ ಡೌನ್‌ಲೋಡ್ ಮಾಡಲು ಕೊನೆಯ ದಿನಾಂಕ: 12-03-2026 ರಂದು ಸಂಜೆ 17:00 ಗಂಟೆವರೆಗೆ. ತಾಂತ್ರಿಕ ಬಿಡ್ ತೆರೆಯುವ ದಿನಾಂಕ: 14-03-2026 ರಂದು ಬೆಳಿಗ್ಗೆ 11:00 AM ಗಂಟೆಗೆ. ಹೆಚ್ಚಿನ ಮಾಹಿತಿಗಾಗಿ ದೂರವಾಣಿ: 91+8046010000, 8068948777, 7760991802, 9986802447/7026047644.: [8, 963, 318, 1061]
- case-number: M.V.C No.5926/2025: [522, 371, 614, 380]
- due-amount: ರೂ. 25,71,150/-: [1075, 1557, 1132, 1677]
- notice-body: PETITIONER: Sri. Arvind L.R. C/o Raju L.S., Aged about 50 years, No.22/2, Flat No. 603, Mysore Road, Bengaluru-560026. RESPONDENTS: 1. Sri. Mohammed Inaal, S/o. Sri. Siraj Ahmed. SUMMONS TO RESPONDENT NO.1 AND 2 UNDER ORDER 5 RULE 20 OF C.P.C. Take notice that the above petitioner has filed petition claiming compensation. You are hereby summoned to appear in person on 25-03-2026.: [168, 372, 320, 486]
- notice-body: BETWEEN: Mr. Rajeev Subramaniam ...PETITIONERS AND: M/s. Magma HDI Gen Ins Co Ltd. & Ors. ...RESPONDENTS. NOTICE TO THE RESPONDENT NO.02: M/s. Town Work Logistics, Rep by Balbeer Kaveen. Whereas the abovementioned Petitioner has filed the claim petition claiming compensation. You are hereby summoned to appear before this Tribunal on 12-02-2026.: [492, 82, 644, 177]
- bank-name: ದಿ ಬೆಂಗಳೂರು ಸಿಟಿ ಕೋ-ಆಪರೇಟಿವ್ ಬ್ಯಾಂಕ್ ಲಿಮಿಟೆಡ್: [713, 1269, 1278, 1300]
- court-title: BEFORE THE MOTOR ACCIDENT CLAIMS TRIBUNAL AT BENGALURU: [489, 31, 647, 67]
- mvc-5926-notice: [488, 332, 648, 607]
- signature: G.S. MURALIDHARA, Advocate, No.212, 2nd Floor, Nagarabhavi, Bengaluru-560072: [660, 626, 797, 653]
- ref-number: ಸಂ:ಕಾಅ/ಕನೀನಿನಿ/ನಂ.2ಕಾವಿವಕ್ಯಾ/ತಾಂಶಾ/ಸಾ-4/ಟೆಂಡರ್/2025-26/1577: [805, 522, 1013, 531]
- knnl-tender: [800, 452, 1285, 850]
- dates: ಡಿಮ್ಯಾಂಡ್ ನೋಟೀಸ್: 14.11.2025 / ಸ್ವಾಧೀನ: 16.02.2026 / ರೂ. 60,36,255/-: [179, 1704, 354, 1759]
- signature: ಸಹಿ/- ಪ್ರಧಾನ ಹಿರಿಯ ಸಿವಿಲ್ ನ್ಯಾಯಾಧೀಶರು, ಕನಕಪುರ: [809, 962, 947, 971]
- knnl-header: [801, 453, 1284, 521]
- borrower-name: ಶ್ರೀ. ಶ್ರೀನಿವಾಸ್ ಎನ್.: [44, 1539, 179, 1594]
- bbmp-logo-icon: ⌂: [330, 924, 378, 972]
- row-no: 05: [9, 1759, 44, 1814]
- brand-name: ಹೊಸದಿಗಂತ: [1203, 3, 1256, 18]
- col-header: ಸಾಲಗಾರರ ಹೆಸರು, ವಿಳಾಸ ಮತ್ತು ಶಾಖೆ: [680, 1422, 785, 1437]
- office-address: ಅಧೀಕ್ಷಕರ ಕಛೇರಿ, ಸರ್ಕಾರಿ ಬಾಲಕರ ಬಾಲಮಂದಿರ, 06ನೇ ಕ್ರಾಸ್ ಮಂಗಳ ಬಡಾವಣೆ, ಮಂಡ್ಯ: [368, 639, 606, 648]
- col-header: ಡಿಮ್ಯಾಂಡ್ ನೋಟೀಸ್ ದಿನಾಂಕ / ಸ್ವಾಧೀನ ದಿನಾಂಕ / ಬಾಕಿ ಮೊತ್ತ: [179, 1414, 354, 1429]
- strip-heading: ಟೆಂಡರ್ ತಿದ್ದುಪಡಿ ಪ್ರಕಟಣೆ-1: [327, 985, 647, 1005]
- date: ದಿನಾಂಕ:21-02-2026: [574, 975, 643, 984]
- date: ದಿ:20-02-2026: [1225, 522, 1280, 531]
- signature: ಸಹಿ/- ಅಧಿಕೃತ ಅಧಿಕಾರಿ, ದಿ ಬೆಂಗಳೂರು ಸಿಟಿ ಕೋ-ಆಪರೇಟಿವ್ ಬ್ಯಾಂಕ್ ಲಿ.: [1067, 1975, 1278, 1985]
- office-address: ಜ್ಞಾಪನ ಬಿಲ್ಡಿಂಗ್, ಜೆ.ಎಲ್.ಬಿ. ರಸ್ತೆ, ಮೈಸೂರು-570 005: [1061, 885, 1220, 894]
- row-no: 04: [9, 1704, 44, 1759]
- dates: ಡಿಮ್ಯಾಂಡ್ ನೋಟೀಸ್: 01.12.2025 / ಸ್ವಾಧೀನ: 16.02.2026 / ರೂ. 6,28,314/-: [179, 1484, 354, 1539]
- case-number: O.S. No. 6689 / 2023: [677, 502, 771, 511]
- schedule-heading: SCHEDULE PROPERTY: [830, 171, 928, 181]
- mvc-5085-notice: [488, 30, 648, 330]
- table-row: [9, 1539, 638, 1594]
